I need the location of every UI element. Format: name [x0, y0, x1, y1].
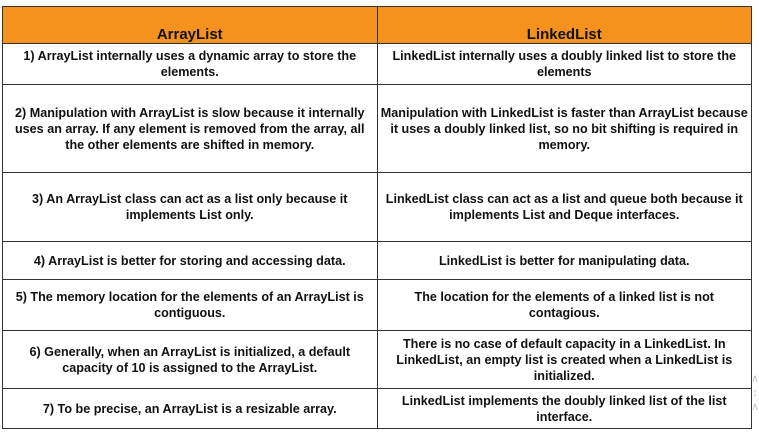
table-row — [3, 173, 752, 242]
linkedlist-cell: LinkedList internally uses a doubly linked list to store the elements — [377, 44, 752, 85]
arraylist-cell: 7) To be precise, an ArrayList is a resizable array. — [3, 389, 378, 429]
arraylist-cell: 2) Manipulation with ArrayList is slow because it internally uses an array. If any element is removed from the array, all the other elements are shifted in memory. — [3, 85, 378, 173]
linkedlist-cell: The location for the elements of a linked list is not contagious. — [377, 280, 752, 331]
linkedlist-cell: LinkedList implements the doubly linked list of the list interface. — [377, 389, 752, 429]
table-row — [3, 331, 752, 389]
linkedlist-cell: Manipulation with LinkedList is faster than ArrayList because it uses a doubly linked list, so no bit shifting is required in memory. — [377, 85, 752, 173]
linkedlist-cell: LinkedList is better for manipulating data. — [377, 242, 752, 280]
arraylist-cell: 5) The memory location for the elements of an ArrayList is contiguous. — [3, 280, 378, 331]
arraylist-cell: 1) ArrayList internally uses a dynamic array to store the elements. — [3, 44, 378, 85]
table-row — [3, 242, 752, 280]
linkedlist-cell: LinkedList class can act as a list and queue both because it implements List and Deque interfaces. — [377, 173, 752, 242]
table-row — [3, 85, 752, 173]
header-linkedlist: LinkedList — [377, 7, 752, 44]
comparison-table — [2, 6, 752, 429]
table-row — [3, 44, 752, 85]
watermark-fragment: ∧ ↕ ∧ — [751, 373, 759, 413]
table-row — [3, 389, 752, 429]
arraylist-cell: 3) An ArrayList class can act as a list only because it implements List only. — [3, 173, 378, 242]
header-arraylist: ArrayList — [3, 7, 378, 44]
header-row — [3, 7, 752, 44]
table-row — [3, 280, 752, 331]
arraylist-cell: 4) ArrayList is better for storing and accessing data. — [3, 242, 378, 280]
arraylist-cell: 6) Generally, when an ArrayList is initialized, a default capacity of 10 is assigned to the ArrayList. — [3, 331, 378, 389]
linkedlist-cell: There is no case of default capacity in a LinkedList. In LinkedList, an empty list is created when a LinkedList is initialized. — [377, 331, 752, 389]
